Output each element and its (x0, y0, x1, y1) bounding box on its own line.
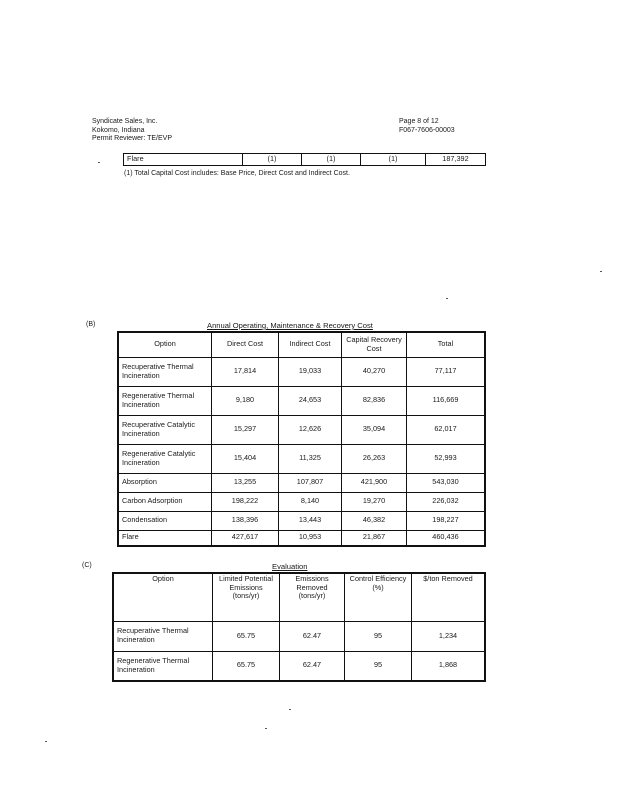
row-cost-per-ton: 1,234 (412, 621, 486, 651)
flare-c1: (1) (243, 154, 302, 166)
row-total: 77,117 (407, 357, 486, 386)
scan-speck (289, 709, 291, 710)
row-direct: 427,617 (212, 530, 279, 546)
flare-c2: (1) (302, 154, 361, 166)
permit-reviewer: Permit Reviewer: TE/EVP (92, 135, 173, 142)
table-row (118, 511, 485, 530)
company-location: Kokomo, Indiana (92, 126, 145, 134)
row-direct: 17,814 (212, 357, 279, 386)
table-row (118, 415, 485, 444)
row-capital: 40,270 (342, 357, 407, 386)
col-capital-recovery: Capital Recovery Cost (342, 332, 407, 357)
page-number: Page 8 of 12 (399, 118, 439, 125)
row-option: Regenerative Thermal Incineration (113, 651, 213, 681)
row-total: 116,669 (407, 386, 486, 415)
row-option: Flare (118, 530, 212, 546)
row-limited: 65.75 (213, 651, 280, 681)
row-capital: 26,263 (342, 444, 407, 473)
row-limited: 65.75 (213, 621, 280, 651)
row-direct: 13,255 (212, 473, 279, 492)
row-total: 460,436 (407, 530, 486, 546)
row-indirect: 107,807 (279, 473, 342, 492)
row-total: 52,993 (407, 444, 486, 473)
header-left (92, 118, 172, 144)
col-dollar-per-ton: $/ton Removed (412, 573, 486, 621)
annual-cost-table (117, 331, 486, 547)
row-option: Carbon Adsorption (118, 492, 212, 511)
section-c-letter: (C) (82, 562, 92, 569)
table-row (118, 492, 485, 511)
flare-c3: (1) (361, 154, 426, 166)
row-option: Regenerative Catalytic Incineration (118, 444, 212, 473)
row-removed: 62.47 (280, 621, 345, 651)
col-control-efficiency: Control Efficiency (%) (345, 573, 412, 621)
col-indirect-cost: Indirect Cost (279, 332, 342, 357)
section-b-letter: (B) (86, 321, 96, 328)
row-option: Regenerative Thermal Incineration (118, 386, 212, 415)
row-total: 543,030 (407, 473, 486, 492)
row-direct: 198,222 (212, 492, 279, 511)
row-indirect: 11,325 (279, 444, 342, 473)
row-indirect: 8,140 (279, 492, 342, 511)
row-direct: 138,396 (212, 511, 279, 530)
row-option: Condensation (118, 511, 212, 530)
header-right (399, 118, 455, 135)
col-direct-cost: Direct Cost (212, 332, 279, 357)
col-option: Option (113, 573, 213, 621)
flare-total: 187,392 (426, 154, 486, 166)
table-row (118, 473, 485, 492)
row-efficiency: 95 (345, 651, 412, 681)
col-option: Option (118, 332, 212, 357)
table-row (118, 444, 485, 473)
scan-speck (98, 162, 100, 163)
table-row (113, 651, 485, 681)
section-c-title: Evaluation (272, 562, 308, 571)
evaluation-table (112, 572, 486, 682)
col-limited-potential: Limited Potential Emissions (tons/yr) (213, 573, 280, 621)
table-row (118, 357, 485, 386)
row-capital: 35,094 (342, 415, 407, 444)
col-total: Total (407, 332, 486, 357)
flare-capital-table (123, 153, 486, 166)
row-efficiency: 95 (345, 621, 412, 651)
section-b-title: Annual Operating, Maintenance & Recovery Cost (207, 321, 373, 330)
table-header-row (113, 573, 485, 621)
row-option: Recuperative Thermal Incineration (113, 621, 213, 651)
row-indirect: 12,626 (279, 415, 342, 444)
row-total: 62,017 (407, 415, 486, 444)
row-capital: 46,382 (342, 511, 407, 530)
row-option: Absorption (118, 473, 212, 492)
row-direct: 15,404 (212, 444, 279, 473)
permit-number: F067-7606-00003 (399, 126, 455, 134)
row-option: Recuperative Thermal Incineration (118, 357, 212, 386)
table-row (113, 621, 485, 651)
company-name: Syndicate Sales, Inc. (92, 118, 158, 125)
row-direct: 9,180 (212, 386, 279, 415)
table-row (118, 386, 485, 415)
scan-speck (446, 298, 448, 299)
row-capital: 19,270 (342, 492, 407, 511)
row-indirect: 10,953 (279, 530, 342, 546)
table-row (118, 530, 485, 546)
row-cost-per-ton: 1,868 (412, 651, 486, 681)
row-total: 226,032 (407, 492, 486, 511)
row-indirect: 19,033 (279, 357, 342, 386)
scan-speck (265, 728, 267, 729)
row-capital: 421,900 (342, 473, 407, 492)
row-capital: 21,867 (342, 530, 407, 546)
row-indirect: 13,443 (279, 511, 342, 530)
flare-option: Flare (124, 154, 243, 166)
row-direct: 15,297 (212, 415, 279, 444)
row-option: Recuperative Catalytic Incineration (118, 415, 212, 444)
table-row (124, 154, 486, 166)
row-capital: 82,836 (342, 386, 407, 415)
row-indirect: 24,653 (279, 386, 342, 415)
table-header-row (118, 332, 485, 357)
row-removed: 62.47 (280, 651, 345, 681)
footnote: (1) Total Capital Cost includes: Base Price, Direct Cost and Indirect Cost. (124, 170, 350, 177)
col-emissions-removed: Emissions Removed (tons/yr) (280, 573, 345, 621)
row-total: 198,227 (407, 511, 486, 530)
scan-speck (45, 741, 47, 742)
scan-speck (600, 271, 602, 272)
